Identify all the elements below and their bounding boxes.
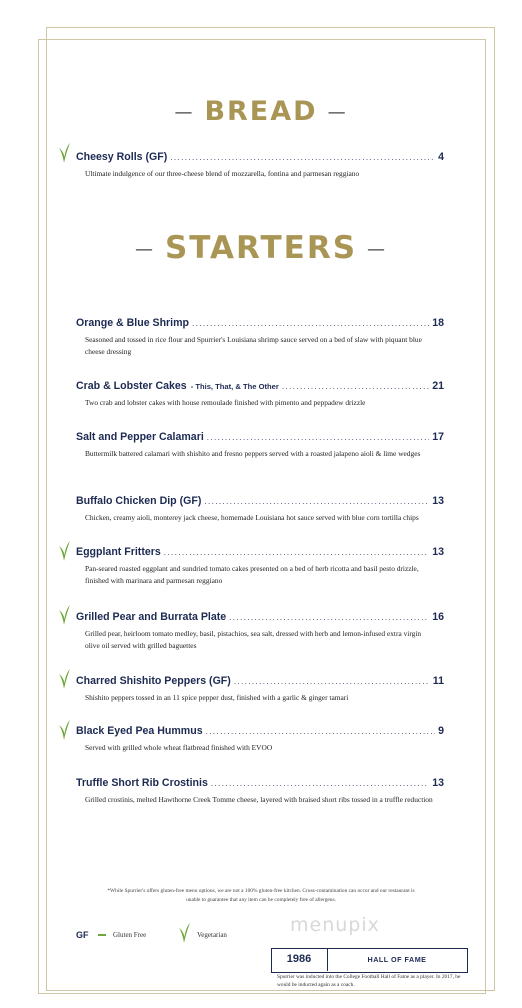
menu-item	[76, 546, 444, 587]
menu-item	[76, 431, 444, 460]
menu-item-price: 13	[432, 777, 444, 789]
title-dash-right: —	[367, 239, 388, 260]
hall-of-fame-text: Spurrier was inducted into the College Football Hall of Fame as a player. In 2017, he would be inducted again as a coach.	[277, 974, 461, 988]
leader-dots	[234, 677, 430, 686]
menu-item-description: Seasoned and tossed in rice flour and Spurrier's Louisiana shrimp sauce served on a bed of slaw with piquant blue cheese dressing	[85, 335, 422, 356]
leader-dots	[207, 433, 429, 442]
menu-item-description: Grilled crostinis, melted Hawthorne Creek Tomme cheese, layered with braised short ribs tossed in a truffle reduction	[85, 795, 433, 804]
menu-item-price: 13	[432, 546, 444, 558]
menu-item-name: Orange & Blue Shrimp	[76, 317, 190, 329]
legend-dash	[98, 934, 106, 936]
menu-item-name: Grilled Pear and Burrata Plate	[76, 611, 227, 623]
menu-item	[76, 675, 444, 704]
bread-section-title: — BREAD —	[174, 96, 348, 127]
menu-item-description: Ultimate indulgence of our three-cheese blend of mozzarella, fontina and parmesan reggiano	[85, 169, 360, 178]
menu-item-description: Two crab and lobster cakes with house remoulade finished with pimento and peppadew drizzle	[85, 398, 366, 407]
menu-item-name: Salt and Pepper Calamari	[76, 431, 204, 443]
menu-item-price: 16	[432, 611, 444, 623]
menu-item	[76, 611, 444, 652]
menu-item-name: Cheesy Rolls (GF)	[76, 151, 168, 163]
menu-item-description: Pan-seared roasted eggplant and sundried tomato cakes presented on a bed of herb ricotta and basil pesto drizzle, finished with marinara and parmesan reggiano	[85, 564, 419, 585]
gluten-free-disclaimer: *While Spurrier's offers gluten-free menu options, we are not a 100% gluten-free kitchen. Cross-contamination can occur and our restaurant is unable to guarantee that any item can be completely free of allergens.	[107, 888, 415, 903]
menu-item-description: Buttermilk battered calamari with shishito and fresno peppers served with a roasted jalapeno aioli & lime wedges	[85, 449, 421, 458]
leader-dots	[282, 382, 429, 391]
hall-of-fame-year: 1986	[271, 948, 328, 971]
menu-item-name: Crab & Lobster Cakes	[76, 380, 187, 392]
menupix-watermark: menupix	[290, 914, 380, 936]
leaf-icon	[58, 142, 71, 164]
menu-item-description: Chicken, creamy aioli, monterey jack cheese, homemade Louisiana hot sauce served with blue corn tortilla chips	[85, 513, 419, 522]
legend-vegetarian-label: Vegetarian	[197, 931, 227, 939]
leaf-icon	[58, 668, 71, 690]
title-dash-left: —	[134, 239, 155, 260]
menu-item-description: Grilled pear, heirloom tomato medley, basil, pistachios, sea salt, dressed with herb and lemon-infused extra virgin olive oil served with grilled baguettes	[85, 629, 422, 650]
leader-dots	[204, 497, 429, 506]
title-dash-right: —	[327, 102, 348, 123]
menu-item	[76, 495, 444, 524]
menu-item	[76, 380, 444, 409]
menu-item	[76, 317, 444, 358]
menu-item-price: 21	[432, 380, 444, 392]
menu-item-description: Shishito peppers tossed in an 11 spice pepper dust, finished with a garlic & ginger tamari	[85, 693, 349, 702]
menu-item-price: 17	[432, 431, 444, 443]
leader-dots	[229, 613, 429, 622]
menu-item-price: 4	[438, 151, 444, 163]
menu-item-name: Black Eyed Pea Hummus	[76, 725, 203, 737]
leader-dots	[211, 779, 429, 788]
menu-item-price: 13	[432, 495, 444, 507]
starters-section-title: — STARTERS —	[134, 230, 388, 266]
legend-gf-label: Gluten Free	[113, 931, 147, 939]
menu-item	[76, 151, 444, 180]
menu-item-price: 9	[438, 725, 444, 737]
leaf-icon	[58, 719, 71, 741]
menu-item	[76, 725, 444, 754]
hall-of-fame-label: HALL OF FAME	[367, 955, 427, 964]
menu-item-subtitle: - This, That, & The Other	[190, 382, 279, 391]
leaf-icon	[178, 922, 191, 944]
title-dash-left: —	[174, 102, 195, 123]
legend-gf-abbr: GF	[76, 930, 89, 940]
menu-item-name: Eggplant Fritters	[76, 546, 161, 558]
leader-dots	[164, 548, 429, 557]
leader-dots	[170, 153, 435, 162]
leaf-icon	[58, 540, 71, 562]
leader-dots	[192, 319, 429, 328]
menu-item-name: Buffalo Chicken Dip (GF)	[76, 495, 202, 507]
menu-item	[76, 777, 444, 806]
menu-item-price: 11	[432, 675, 444, 687]
menu-item-name: Truffle Short Rib Crostinis	[76, 777, 208, 789]
menu-item-name: Charred Shishito Peppers (GF)	[76, 675, 231, 687]
leaf-icon	[58, 604, 71, 626]
menu-item-price: 18	[432, 317, 444, 329]
menu-item-description: Served with grilled whole wheat flatbread finished with EVOO	[85, 743, 273, 752]
leader-dots	[206, 727, 436, 736]
